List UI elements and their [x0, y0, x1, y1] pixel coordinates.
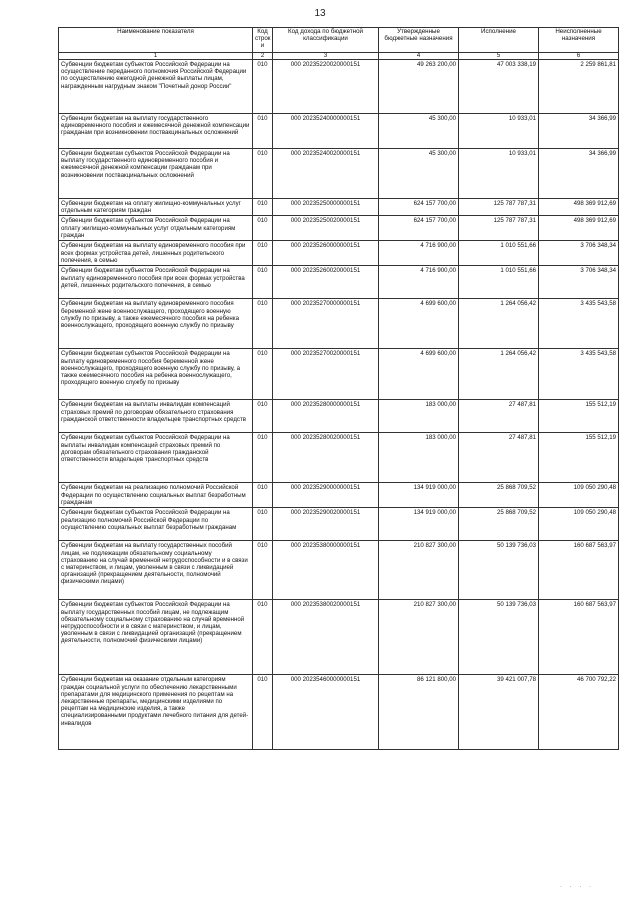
- row-line-code: 010: [253, 216, 273, 241]
- row-line-code: 010: [253, 600, 273, 675]
- column-number: 5: [459, 53, 539, 60]
- row-approved: 86 121 800,00: [379, 675, 459, 750]
- table-row: [59, 299, 619, 349]
- column-number: 4: [379, 53, 459, 60]
- row-line-code: 010: [253, 433, 273, 483]
- row-income-code: 000 20235290000000151: [273, 483, 379, 508]
- row-executed: 27 487,81: [459, 400, 539, 433]
- row-line-code: 010: [253, 299, 273, 349]
- row-executed: 27 487,81: [459, 433, 539, 483]
- row-remaining: 3 706 348,34: [539, 266, 619, 299]
- header-remaining: Неисполненные назначения: [539, 28, 619, 53]
- row-executed: 1 010 551,66: [459, 241, 539, 266]
- row-remaining: 498 369 912,69: [539, 199, 619, 216]
- row-executed: 125 787 787,31: [459, 199, 539, 216]
- row-income-code: 000 20235260020000151: [273, 266, 379, 299]
- row-executed: 25 868 709,52: [459, 483, 539, 508]
- table-row: [59, 266, 619, 299]
- row-line-code: 010: [253, 266, 273, 299]
- row-remaining: 2 259 861,81: [539, 60, 619, 114]
- row-line-code: 010: [253, 675, 273, 750]
- row-remaining: 34 366,99: [539, 114, 619, 149]
- row-income-code: 000 20235380020000151: [273, 600, 379, 675]
- column-number: 1: [59, 53, 253, 60]
- row-approved: 134 919 000,00: [379, 508, 459, 541]
- row-indicator-name: Субвенции бюджетам субъектов Российской Федерации на оплату жилищно-коммунальных услуг отдельным категориям граждан: [59, 216, 253, 241]
- header-executed: Исполнение: [459, 28, 539, 53]
- row-line-code: 010: [253, 149, 273, 199]
- row-income-code: 000 20235280000000151: [273, 400, 379, 433]
- row-line-code: 010: [253, 241, 273, 266]
- table-row: [59, 675, 619, 750]
- header-line-code: Код строк и: [253, 28, 273, 53]
- row-remaining: 3 706 348,34: [539, 241, 619, 266]
- row-approved: 45 300,00: [379, 149, 459, 199]
- table-row: [59, 114, 619, 149]
- table-row: [59, 433, 619, 483]
- table-row: [59, 349, 619, 400]
- row-approved: 183 000,00: [379, 433, 459, 483]
- row-indicator-name: Субвенции бюджетам субъектов Российской Федерации на реализацию полномочий Российской Федерации по осуществлению социальных выплат безработным гражданам: [59, 508, 253, 541]
- row-indicator-name: Субвенции бюджетам на оплату жилищно-коммунальных услуг отдельным категориям граждан: [59, 199, 253, 216]
- column-number: 6: [539, 53, 619, 60]
- row-remaining: 155 512,19: [539, 433, 619, 483]
- table-row: [59, 149, 619, 199]
- row-remaining: 160 687 563,97: [539, 600, 619, 675]
- row-approved: 210 827 300,00: [379, 541, 459, 600]
- table-row: [59, 400, 619, 433]
- row-income-code: 000 20235240000000151: [273, 114, 379, 149]
- row-executed: 25 868 709,52: [459, 508, 539, 541]
- row-indicator-name: Субвенции бюджетам на выплату государственных пособий лицам, не подлежащим обязательному социальному страхованию на случай временной нетрудоспособности и в связи с материнством, и лицам, уволенным в связи с ликвидацией организаций (прекращением деятельности, полномочий физическими лицами): [59, 541, 253, 600]
- header-indicator-name: Наименование показателя: [59, 28, 253, 53]
- row-line-code: 010: [253, 400, 273, 433]
- table-row: [59, 216, 619, 241]
- row-executed: 10 933,01: [459, 149, 539, 199]
- row-line-code: 010: [253, 508, 273, 541]
- row-income-code: 000 20235250020000151: [273, 216, 379, 241]
- row-line-code: 010: [253, 483, 273, 508]
- row-remaining: 3 435 543,58: [539, 349, 619, 400]
- table-row: [59, 483, 619, 508]
- row-executed: 1 010 551,66: [459, 266, 539, 299]
- row-line-code: 010: [253, 199, 273, 216]
- row-indicator-name: Субвенции бюджетам на выплату государственного единовременного пособия и ежемесячной денежной компенсации гражданам при возникновении поствакцинальных осложнений: [59, 114, 253, 149]
- row-income-code: 000 20235220020000151: [273, 60, 379, 114]
- row-approved: 4 699 600,00: [379, 349, 459, 400]
- row-indicator-name: Субвенции бюджетам на оказание отдельным категориям граждан социальной услуги по обеспечению лекарственными препаратами для медицинского применения по рецептам на лекарственные препараты, медицинскими изделиями по рецептам на медицинские изделия, а также специализированными продуктами лечебного питания для детей-инвалидов: [59, 675, 253, 750]
- table-row: [59, 199, 619, 216]
- table-header-row: [59, 28, 619, 53]
- row-income-code: 000 20235290020000151: [273, 508, 379, 541]
- row-indicator-name: Субвенции бюджетам на реализацию полномочий Российской Федерации по осуществлению социальных выплат безработным гражданам: [59, 483, 253, 508]
- row-income-code: 000 20235270020000151: [273, 349, 379, 400]
- row-executed: 1 264 056,42: [459, 299, 539, 349]
- row-indicator-name: Субвенции бюджетам на выплаты инвалидам компенсаций страховых премий по договорам обязательного страхования гражданской ответственности владельцев транспортных средств: [59, 400, 253, 433]
- row-approved: 4 699 600,00: [379, 299, 459, 349]
- row-indicator-name: Субвенции бюджетам субъектов Российской Федерации на выплату государственного единовременного пособия и ежемесячной денежной компенсации гражданам при возникновении поствакцинальных осложнений: [59, 149, 253, 199]
- row-executed: 39 421 007,78: [459, 675, 539, 750]
- row-remaining: 46 700 792,22: [539, 675, 619, 750]
- table-body: [59, 60, 619, 750]
- row-line-code: 010: [253, 60, 273, 114]
- column-number: 3: [273, 53, 379, 60]
- table-row: [59, 60, 619, 114]
- row-approved: 45 300,00: [379, 114, 459, 149]
- row-remaining: 3 435 543,58: [539, 299, 619, 349]
- row-remaining: 155 512,19: [539, 400, 619, 433]
- row-income-code: 000 20235460000000151: [273, 675, 379, 750]
- row-income-code: 000 20235270000000151: [273, 299, 379, 349]
- row-executed: 50 139 736,03: [459, 600, 539, 675]
- table-row: [59, 541, 619, 600]
- row-line-code: 010: [253, 541, 273, 600]
- row-remaining: 109 050 290,48: [539, 508, 619, 541]
- table-row: [59, 600, 619, 675]
- row-approved: 134 919 000,00: [379, 483, 459, 508]
- row-executed: 10 933,01: [459, 114, 539, 149]
- row-indicator-name: Субвенции бюджетам субъектов Российской Федерации на выплату единовременного пособия при всех формах устройства детей, лишенных родительского попечения, в семью: [59, 266, 253, 299]
- row-approved: 624 157 700,00: [379, 199, 459, 216]
- row-indicator-name: Субвенции бюджетам субъектов Российской Федерации на выплату государственных пособий лицам, не подлежащим обязательному социальному страхованию на случай временной нетрудоспособности и в связи с материнством, и лицам, уволенным в связи с ликвидацией организаций (прекращением деятельности, полномочий физическими лицами): [59, 600, 253, 675]
- row-approved: 4 716 900,00: [379, 266, 459, 299]
- row-income-code: 000 20235240020000151: [273, 149, 379, 199]
- row-line-code: 010: [253, 349, 273, 400]
- row-remaining: 109 050 290,48: [539, 483, 619, 508]
- row-approved: 624 157 700,00: [379, 216, 459, 241]
- header-approved: Утвержденные бюджетные назначения: [379, 28, 459, 53]
- row-income-code: 000 20235250000000151: [273, 199, 379, 216]
- row-income-code: 000 20235260000000151: [273, 241, 379, 266]
- row-executed: 1 264 056,42: [459, 349, 539, 400]
- row-indicator-name: Субвенции бюджетам субъектов Российской Федерации на осуществление переданного полномочия Российской Федерации по осуществлению ежегодной денежной выплаты лицам, награжденным нагрудным знаком "Почетный донор России": [59, 60, 253, 114]
- row-approved: 49 263 200,00: [379, 60, 459, 114]
- row-line-code: 010: [253, 114, 273, 149]
- page-number: 13: [314, 8, 326, 19]
- row-indicator-name: Субвенции бюджетам на выплату единовременного пособия при всех формах устройства детей, лишенных родительского попечения, в семью: [59, 241, 253, 266]
- row-indicator-name: Субвенции бюджетам субъектов Российской Федерации на выплаты инвалидам компенсаций страховых премий по договорам обязательного страхования гражданской ответственности владельцев транспортных средств: [59, 433, 253, 483]
- row-income-code: 000 20235380000000151: [273, 541, 379, 600]
- row-approved: 4 716 900,00: [379, 241, 459, 266]
- table-row: [59, 241, 619, 266]
- row-remaining: 160 687 563,97: [539, 541, 619, 600]
- scan-artifact: · · · ·: [560, 884, 594, 890]
- row-executed: 125 787 787,31: [459, 216, 539, 241]
- column-number-row: [59, 53, 619, 60]
- row-indicator-name: Субвенции бюджетам субъектов Российской Федерации на выплату единовременного пособия беременной жене военнослужащего, проходящего военную службу по призыву, а также ежемесячного пособия на ребенка военнослужащего, проходящего военную службу по призыву: [59, 349, 253, 400]
- table-row: [59, 508, 619, 541]
- row-executed: 50 139 736,03: [459, 541, 539, 600]
- row-approved: 183 000,00: [379, 400, 459, 433]
- column-number: 2: [253, 53, 273, 60]
- row-remaining: 498 369 912,69: [539, 216, 619, 241]
- row-approved: 210 827 300,00: [379, 600, 459, 675]
- row-income-code: 000 20235280020000151: [273, 433, 379, 483]
- row-indicator-name: Субвенции бюджетам на выплату единовременного пособия беременной жене военнослужащего, проходящего военную службу по призыву, а также ежемесячного пособия на ребенка военнослужащего, проходящего военную службу по призыву: [59, 299, 253, 349]
- budget-execution-table: [58, 27, 619, 750]
- row-executed: 47 003 338,19: [459, 60, 539, 114]
- row-remaining: 34 366,99: [539, 149, 619, 199]
- header-income-code: Код дохода по бюджетной классификации: [273, 28, 379, 53]
